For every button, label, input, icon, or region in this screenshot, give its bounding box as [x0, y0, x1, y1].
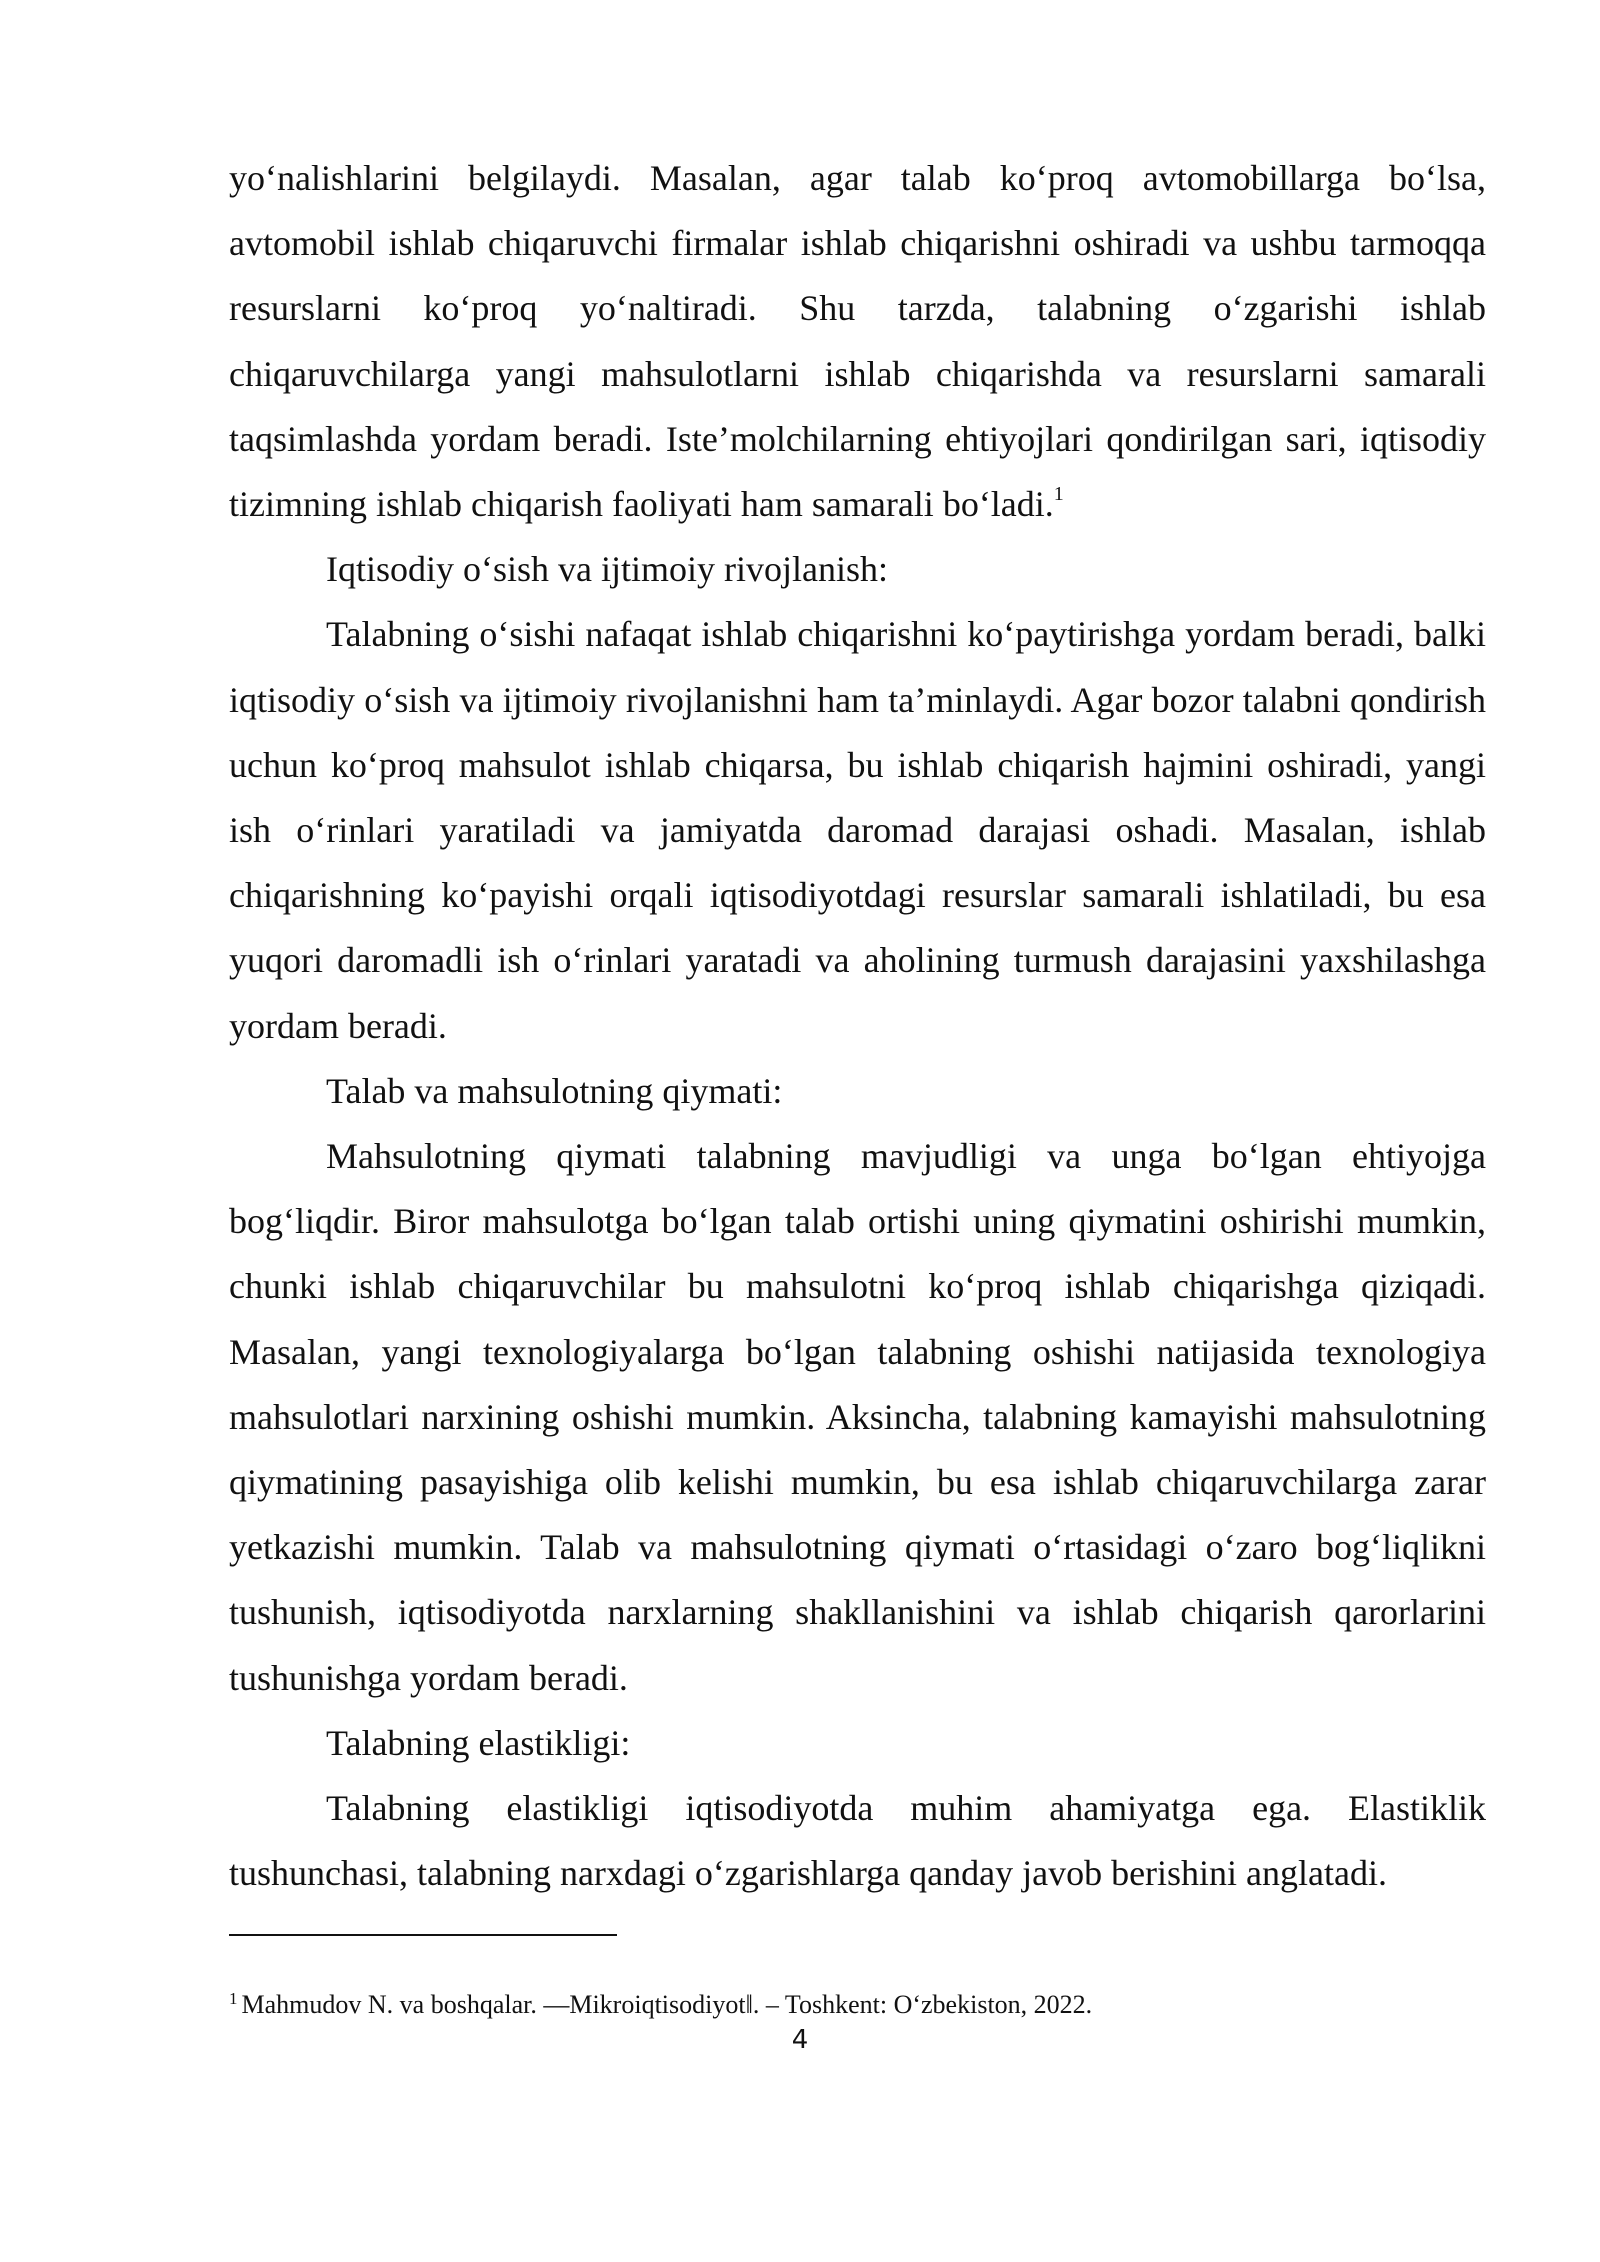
section-heading-economic-growth: Iqtisodiy o‘sish va ijtimoiy rivojlanish: [326, 549, 888, 590]
section-heading-product-value: Talab va mahsulotning qiymati: [326, 1070, 783, 1111]
footnote-number: 1 [229, 1989, 238, 2008]
footnote [229, 1988, 1486, 2022]
footnote-separator [229, 1934, 617, 1936]
footnote-text: Mahmudov N. va boshqalar. ―Mikroiqtisodiyot‖. – Toshkent: O‘zbekiston, 2022. [241, 1990, 1093, 2019]
paragraph-1-text: yo‘nalishlarini belgilaydi. Masalan, agar talab ko‘proq avtomobillarga bo‘lsa, avtomobil ishlab chiqaruvchi firmalar ishlab chiqarishni oshiradi va ushbu tarmoqqa resurslarni ko‘proq yo‘naltiradi. Shu tarzda, talabning o‘zgarishi ishlab chiqaruvchilarga yangi mahsulotlarni ishlab chiqarishda va resurslarni samarali taqsimlashda yordam beradi. Iste’molchilarning ehtiyojlari qondirilgan sari, iqtisodiy tizimning ishlab chiqarish faoliyati ham samarali bo‘ladi. [229, 158, 1486, 525]
paragraph-1 [229, 146, 1486, 537]
paragraph-4: Talabning elastikligi iqtisodiyotda muhim ahamiyatga ega. Elastiklik tushunchasi, talabning narxdagi o‘zgarishlarga qanday javob berishini anglatadi. [229, 1788, 1486, 1894]
page-number: 4 [791, 2025, 809, 2055]
paragraph-2: Talabning o‘sishi nafaqat ishlab chiqarishni ko‘paytirishga yordam beradi, balki iqtisodiy o‘sish va ijtimoiy rivojlanishni ham ta’minlaydi. Agar bozor talabni qondirish uchun ko‘proq mahsulot ishlab chiqarsa, bu ishlab chiqarish hajmini oshiradi, yangi ish o‘rinlari yaratiladi va jamiyatda daromad darajasi oshadi. Masalan, ishlab chiqarishning ko‘payishi orqali iqtisodiyotdagi resurslar samarali ishlatiladi, bu esa yuqori daromadli ish o‘rinlari yaratadi va aholining turmush darajasini yaxshilashga yordam beradi. [229, 614, 1486, 1046]
paragraph-3: Mahsulotning qiymati talabning mavjudligi va unga bo‘lgan ehtiyojga bog‘liqdir. Biror mahsulotga bo‘lgan talab ortishi uning qiymatini oshirishi mumkin, chunki ishlab chiqaruvchilar bu mahsulotni ko‘proq ishlab chiqarishga qiziqadi. Masalan, yangi texnologiyalarga bo‘lgan talabning oshishi natijasida texnologiya mahsulotlari narxining oshishi mumkin. Aksincha, talabning kamayishi mahsulotning qiymatining pasayishiga olib kelishi mumkin, bu esa ishlab chiqaruvchilarga zarar yetkazishi mumkin. Talab va mahsulotning qiymati o‘rtasidagi o‘zaro bog‘liqlikni tushunish, iqtisodiyotda narxlarning shakllanishini va ishlab chiqarish qarorlarini tushunishga yordam beradi. [229, 1136, 1486, 1698]
footnote-reference: 1 [1053, 483, 1064, 506]
body-text [229, 146, 1486, 1906]
section-heading-elasticity: Talabning elastikligi: [326, 1722, 631, 1763]
